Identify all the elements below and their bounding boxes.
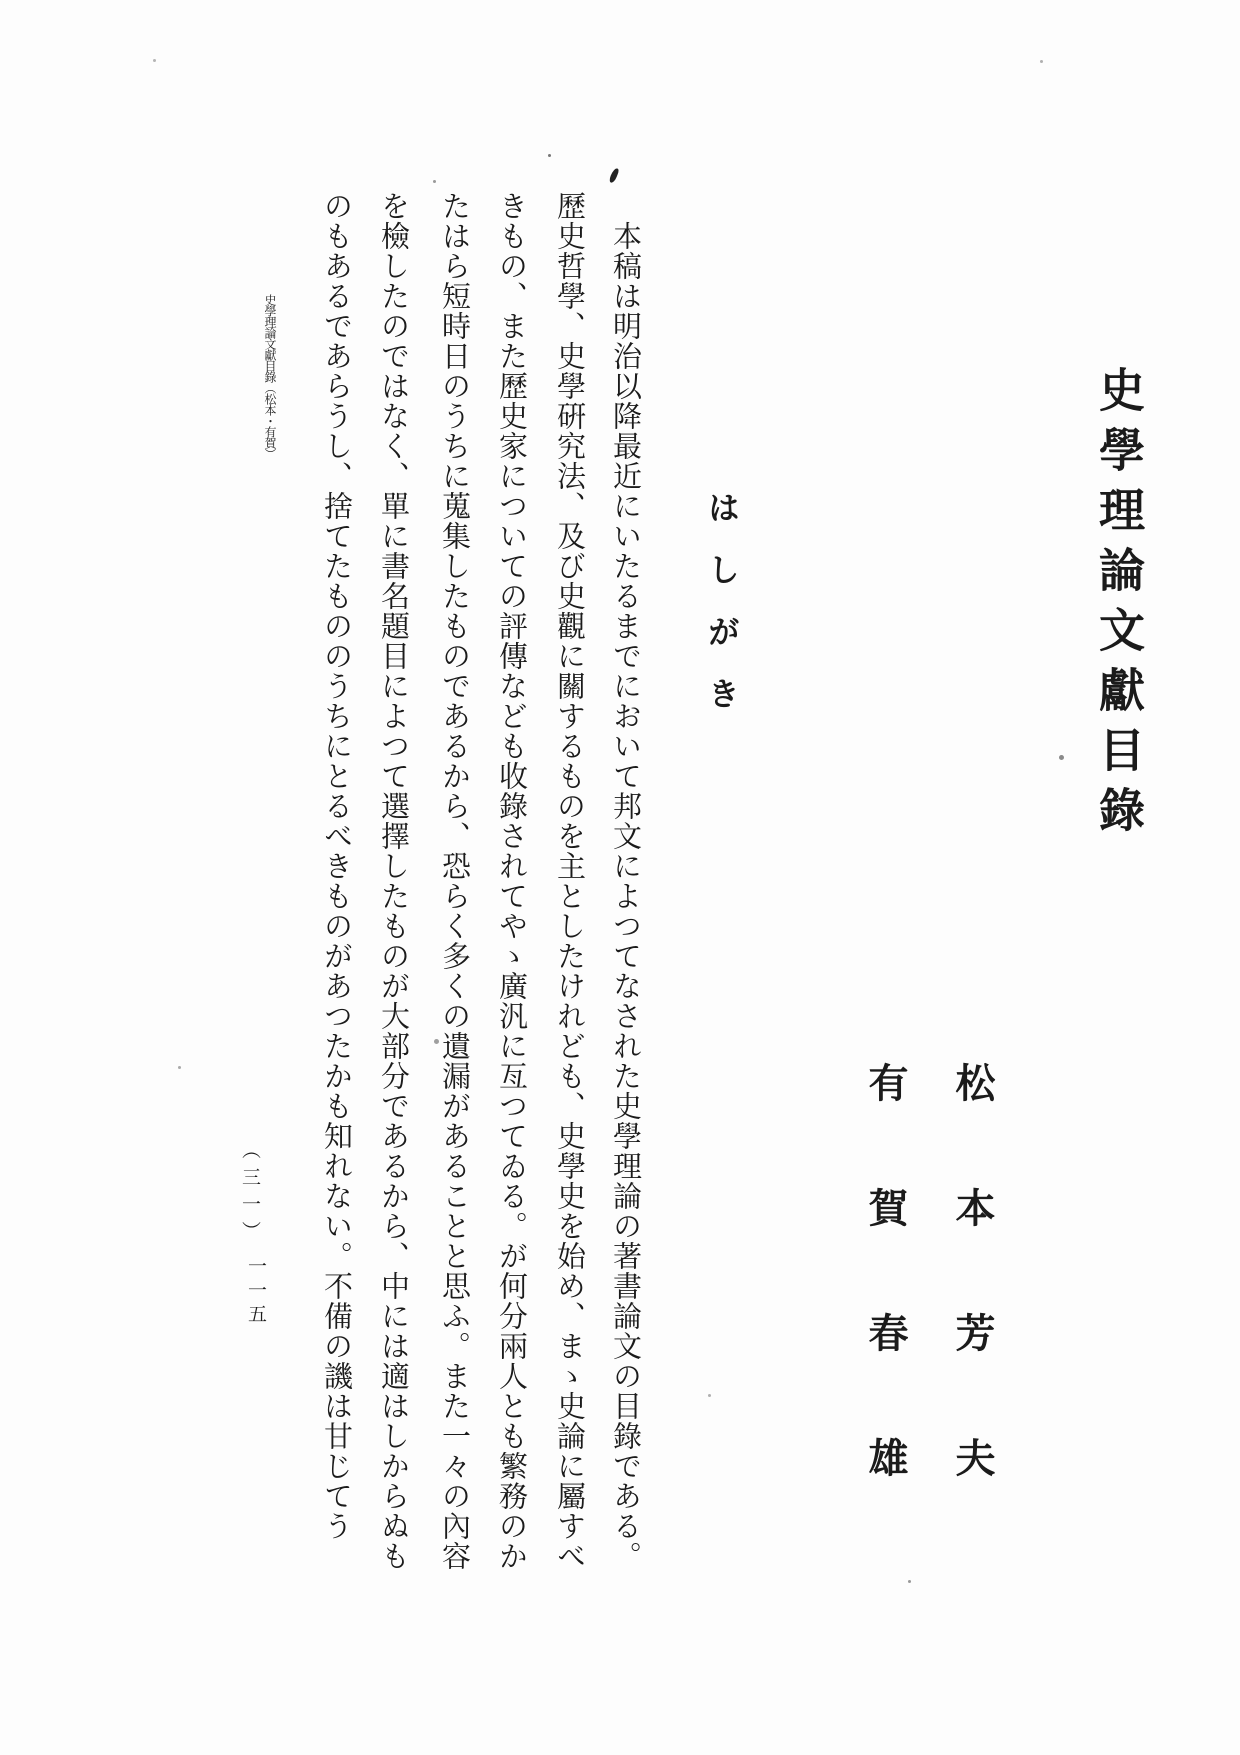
preface-heading: はしがき [703, 491, 741, 739]
scan-noise-dots [548, 154, 551, 157]
signature-number: ︵三一︶ [239, 1140, 261, 1248]
body-text-column-5: を檢したのではなく、單に書名題目によつて選擇したものが大部分であるから、中には適はしからぬも [377, 191, 411, 1571]
ink-speck [608, 168, 619, 183]
running-title: 史學理論文獻目錄︵松本・有賀︶ [263, 294, 277, 459]
body-text-column-3: きもの、また歷史家についての評傳なども收錄されてやゝ廣汎に亙つてゐる。が何分兩人とも繁務のか [495, 191, 529, 1571]
page-number: 一一五 [245, 1256, 267, 1328]
body-text-column-2: 歷史哲學、史學硏究法、及び史觀に關するものを主としたけれども、史學史を始め、まゝ史論に屬すべ [553, 191, 587, 1571]
author-name-ariga: 有賀春雄 [862, 1062, 909, 1562]
body-text-column-4: たはら短時日のうちに蒐集したものであるから、恐らく多くの遺漏があることと思ふ。また一々の內容 [438, 191, 472, 1571]
author-name-matsumoto: 松本芳夫 [949, 1062, 996, 1562]
body-text-column-6: のもあるであらうし、捨てたもののうちにとるべきものがあつたかも知れない。不備の譏は甘じてう [320, 191, 354, 1541]
document-title: 史學理論文獻目錄 [1092, 366, 1146, 846]
body-text-column-1: 本稿は明治以降最近にいたるまでにおいて邦文によつてなされた史學理論の著書論文の目錄である。 [609, 221, 643, 1571]
